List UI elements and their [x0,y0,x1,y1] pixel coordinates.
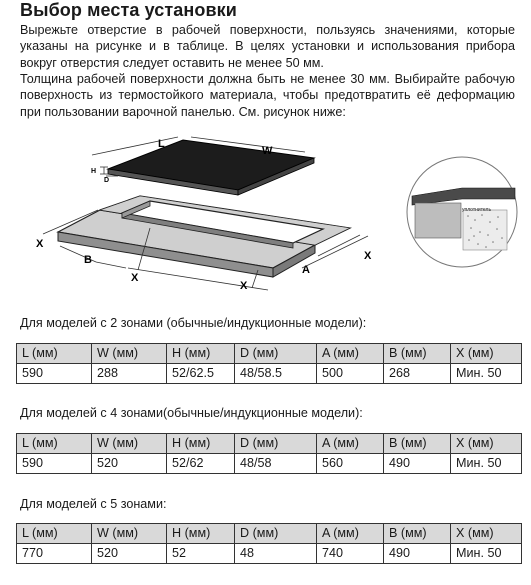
table-cell: 268 [384,364,451,384]
header-cell: D (мм) [235,524,317,544]
label-A: A [302,264,310,276]
table-row [17,364,522,384]
header-cell: A (мм) [317,524,384,544]
label-X-right: X [364,250,372,262]
hob-panel [108,140,314,195]
header-cell: W (мм) [92,434,167,454]
table-cell: 288 [92,364,167,384]
paragraph-thickness: Толщина рабочей поверхности должна быть не менее 30 мм. Выбирайте рабочую поверхность из термостойкого материала, чтобы предотвратить её деформацию при пользовании варочной панелью. См. рисунок ниже: [20,72,515,119]
paragraph-cutout: Вырежьте отверстие в рабочей поверхности, пользуясь значениями, которые указаны на рисунке и в таблице. В целях установки и использования прибора вокруг отверстия следует оставить не менее 50 мм. [20,23,515,70]
header-cell: X (мм) [451,434,522,454]
table-row [17,544,522,564]
table-cell: 590 [17,454,92,474]
header-cell: W (мм) [92,524,167,544]
header-cell: B (мм) [384,344,451,364]
table-cell: 560 [317,454,384,474]
header-cell: H (мм) [167,524,235,544]
table-cell: 48 [235,544,317,564]
table-cell: 52/62.5 [167,364,235,384]
table-cell: Мин. 50 [451,364,522,384]
table-cell: 490 [384,544,451,564]
header-cell: W (мм) [92,344,167,364]
spec-table-4-zones [16,433,522,474]
table-cell: 770 [17,544,92,564]
table-cell: 740 [317,544,384,564]
spec-table-5-zones [16,523,522,564]
table-header-row [17,344,522,364]
table-row [17,454,522,474]
table-cell: 490 [384,454,451,474]
header-cell: L (мм) [17,524,92,544]
header-cell: L (мм) [17,434,92,454]
page-title: Выбор места установки [20,0,237,20]
label-L: L [158,138,165,150]
spec-table-2-zones [16,343,522,384]
caption-2-zones: Для моделей с 2 зонами (обычные/индукционные модели): [20,316,367,330]
table-cell: Мин. 50 [451,544,522,564]
table-cell: 48/58.5 [235,364,317,384]
label-X-front: X [240,280,248,292]
header-cell: A (мм) [317,344,384,364]
inset-label: уплотнитель [462,207,492,213]
label-X-left: X [36,238,44,250]
label-B: B [84,254,92,266]
label-X-bottom: X [131,272,139,284]
table-cell: Мин. 50 [451,454,522,474]
header-cell: X (мм) [451,344,522,364]
header-cell: L (мм) [17,344,92,364]
header-cell: H (мм) [167,434,235,454]
label-D: D [104,177,110,184]
table-cell: 520 [92,454,167,474]
label-W: W [262,145,273,157]
header-cell: B (мм) [384,434,451,454]
table-header-row [17,524,522,544]
table-header-row [17,434,522,454]
installation-diagram [0,128,531,318]
label-H: H [91,168,97,175]
caption-4-zones: Для моделей с 4 зонами(обычные/индукционные модели): [20,406,363,420]
detail-inset [407,157,517,267]
table-cell: 52/62 [167,454,235,474]
header-cell: H (мм) [167,344,235,364]
table-cell: 48/58 [235,454,317,474]
header-cell: A (мм) [317,434,384,454]
table-cell: 590 [17,364,92,384]
header-cell: D (мм) [235,344,317,364]
header-cell: B (мм) [384,524,451,544]
table-cell: 520 [92,544,167,564]
header-cell: D (мм) [235,434,317,454]
header-cell: X (мм) [451,524,522,544]
table-cell: 52 [167,544,235,564]
table-cell: 500 [317,364,384,384]
caption-5-zones: Для моделей с 5 зонами: [20,497,167,511]
